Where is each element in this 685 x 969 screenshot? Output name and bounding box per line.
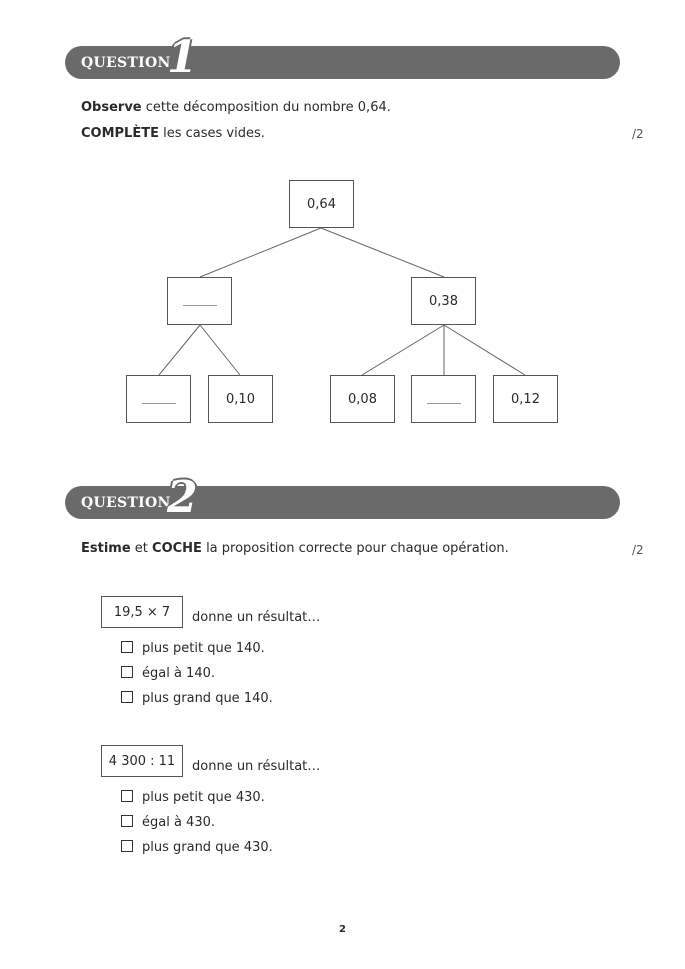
blank-line bbox=[183, 297, 217, 306]
question-1-score: /2 bbox=[632, 127, 644, 141]
tree-leaf-5-value: 0,12 bbox=[511, 391, 540, 407]
instruction-coche-rest: la proposition correcte pour chaque opération. bbox=[201, 541, 509, 556]
instruction-observe-rest: cette décomposition du nombre 0,64. bbox=[141, 100, 391, 115]
blank-line bbox=[427, 395, 461, 404]
checkbox[interactable] bbox=[121, 815, 133, 827]
operation-2-option-2[interactable] bbox=[121, 815, 215, 830]
tree-leaf-2-value: 0,10 bbox=[226, 391, 255, 407]
operation-1-option-2[interactable] bbox=[121, 666, 215, 681]
checkbox[interactable] bbox=[121, 641, 133, 653]
instruction-complete-rest: les cases vides. bbox=[158, 126, 265, 141]
tree-leaf-3-value: 0,08 bbox=[348, 391, 377, 407]
tree-level2-left-empty-box[interactable] bbox=[167, 277, 232, 325]
operation-2-box bbox=[101, 745, 183, 777]
question-2-banner bbox=[65, 472, 620, 523]
page-number: 2 bbox=[339, 924, 346, 935]
option-label: plus grand que 430. bbox=[142, 840, 273, 855]
checkbox[interactable] bbox=[121, 691, 133, 703]
tree-leaf-4-empty-box[interactable] bbox=[411, 375, 476, 423]
operation-2-expression: 4 300 : 11 bbox=[108, 753, 176, 769]
instruction-observe: Observe bbox=[81, 100, 142, 115]
operation-1-option-3[interactable] bbox=[121, 691, 273, 706]
instruction-et: et bbox=[130, 541, 153, 556]
operation-2-option-3[interactable] bbox=[121, 840, 273, 855]
checkbox[interactable] bbox=[121, 790, 133, 802]
tree-root-box bbox=[289, 180, 354, 228]
question-1-number: 1 bbox=[167, 32, 198, 83]
option-label: plus petit que 140. bbox=[142, 641, 265, 656]
tree-leaf-3-box bbox=[330, 375, 395, 423]
option-label: égal à 430. bbox=[142, 815, 216, 830]
checkbox[interactable] bbox=[121, 666, 133, 678]
operation-2-prompt: donne un résultat… bbox=[192, 759, 321, 774]
question-2-label: QUESTION bbox=[81, 495, 171, 511]
question-2-score: /2 bbox=[632, 543, 644, 557]
tree-leaf-1-empty-box[interactable] bbox=[126, 375, 191, 423]
question-2-instruction bbox=[81, 541, 509, 556]
instruction-estime: Estime bbox=[81, 541, 131, 556]
option-label: plus grand que 140. bbox=[142, 691, 273, 706]
blank-line bbox=[142, 395, 176, 404]
question-2-number: 2 bbox=[167, 472, 198, 523]
operation-1-option-1[interactable] bbox=[121, 641, 265, 656]
tree-leaf-2-box bbox=[208, 375, 273, 423]
tree-level2-right-box bbox=[411, 277, 476, 325]
option-label: égal à 140. bbox=[142, 666, 216, 681]
operation-1-box bbox=[101, 596, 183, 628]
operation-1-prompt: donne un résultat… bbox=[192, 610, 321, 625]
option-label: plus petit que 430. bbox=[142, 790, 265, 805]
instruction-coche: COCHE bbox=[152, 541, 202, 556]
instruction-complete: COMPLÈTE bbox=[81, 126, 159, 141]
checkbox[interactable] bbox=[121, 840, 133, 852]
operation-1-expression: 19,5 × 7 bbox=[113, 604, 171, 620]
operation-2-option-1[interactable] bbox=[121, 790, 265, 805]
tree-root-value: 0,64 bbox=[307, 196, 336, 212]
tree-level2-right-value: 0,38 bbox=[429, 293, 458, 309]
question-1-label: QUESTION bbox=[81, 55, 171, 71]
tree-leaf-5-box bbox=[493, 375, 558, 423]
